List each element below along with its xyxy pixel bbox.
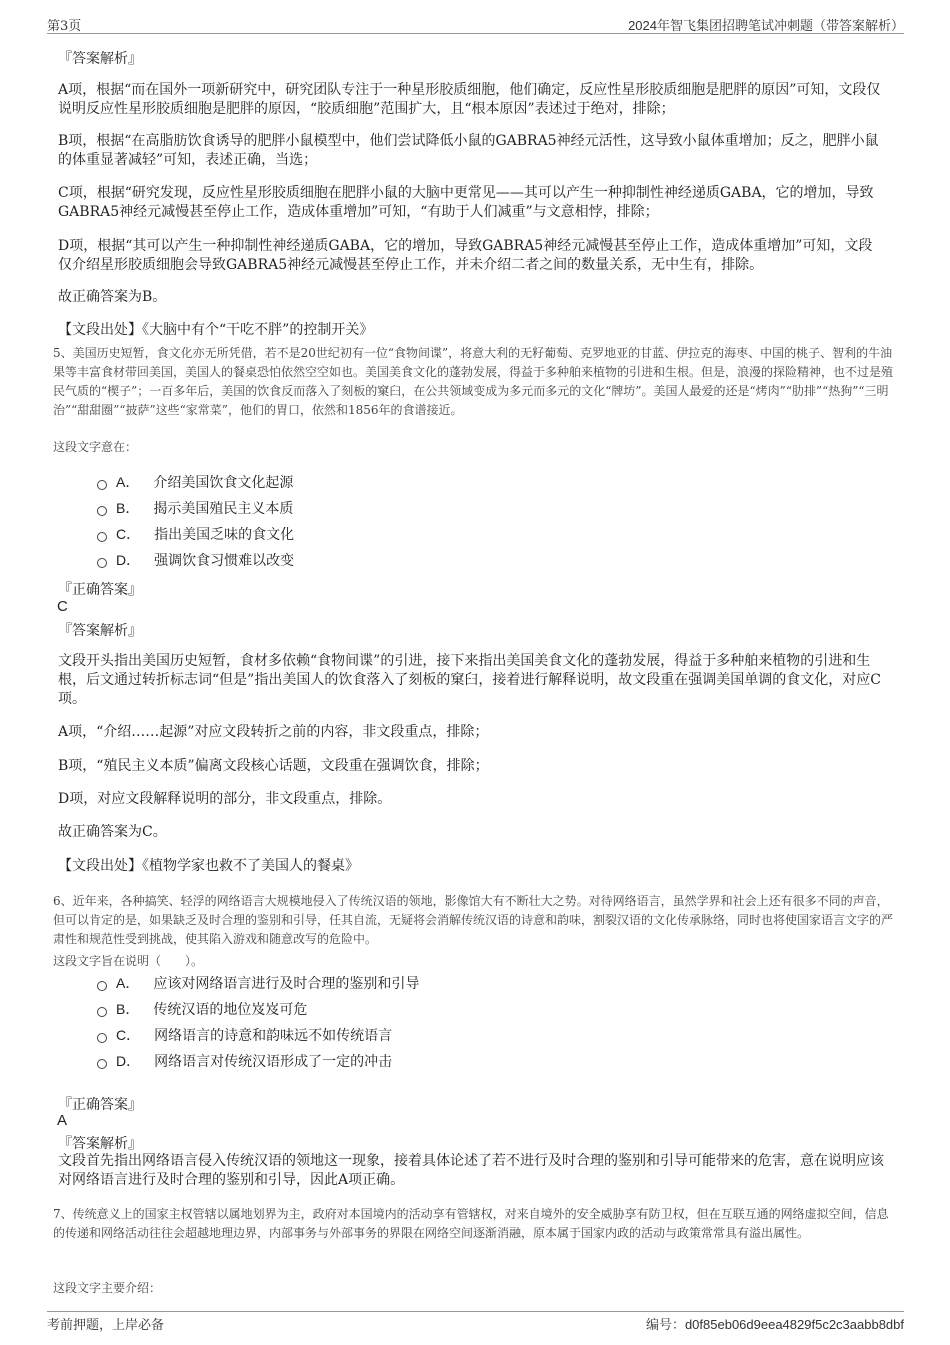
q6-option-d[interactable]: D． 网络语言对传统汉语形成了一定的冲击 [97, 1051, 392, 1071]
q7-prompt: 这段文字主要介绍： [53, 1281, 162, 1295]
q4-analysis-a: A项，根据“而在国外一项新研究中，研究团队专注于一种星形胶质细胞，他们确定，反应性星形胶质细胞是肥胖的原因”可知，文段仅说明反应性星形胶质细胞是肥胖的原因，“胶质细胞”范围扩大，且“根本原因”表述过于绝对，排除； [58, 82, 881, 117]
q6-analysis-main: 文段首先指出网络语言侵入传统汉语的领地这一现象，接着具体论述了若不进行及时合理的鉴别和引导可能带来的危害，意在说明应该对网络语言进行及时合理的鉴别和引导，因此A项正确。 [58, 1153, 884, 1188]
radio-icon[interactable] [97, 1059, 107, 1069]
q6-prompt: 这段文字旨在说明（ ）。 [53, 954, 204, 968]
q5-analysis-d: D项，对应文段解释说明的部分，非文段重点，排除。 [58, 791, 392, 807]
q6-answer: A [57, 1112, 68, 1129]
radio-icon[interactable] [97, 558, 107, 568]
q5-analysis-label: 『答案解析』 [58, 623, 142, 639]
footer-slogan: 考前押题，上岸必备 [47, 1318, 165, 1333]
q5-option-d[interactable]: D． 强调饮食习惯难以改变 [97, 550, 294, 570]
q5-stem: 5、美国历史短暂，食文化亦无所凭借，若不是20世纪初有一位“食物间谍”，将意大利的无籽葡萄、克罗地亚的甘蓝、伊拉克的海枣、中国的桃子、智利的牛油果等丰富食材带回美国，美国人的餐桌恐怕依然空空如也。美国美食文化的蓬勃发展，得益于多种舶来植物的引进和生根。但是，浪漫的探险精神，也不过是殖民气质的“楔子”；一百多年后，美国的饮食反而落入了刻板的窠臼，在公共领域变成为多元而多元的文化“牌坊”。美国人最爱的还是“烤肉”“肋排”“热狗”“三明治”“甜甜圈”“披萨”这些“家常菜”，他们的胃口，依然和1856年的食谱接近。 [53, 346, 894, 417]
q6-option-b[interactable]: B． 传统汉语的地位岌岌可危 [97, 999, 307, 1019]
document-code-label: 编号： [645, 1318, 685, 1333]
q5-answer: C [57, 598, 68, 615]
radio-icon[interactable] [97, 532, 107, 542]
q6-stem: 6、近年来，各种搞笑、轻浮的网络语言大规模地侵入了传统汉语的领地，影像馆大有不断壮大之势。对待网络语言，虽然学界和社会上还有很多不同的声音，但可以肯定的是，如果缺乏及时合理的鉴别和引导，任其自流，无疑将会消解传统汉语的诗意和韵味，割裂汉语的文化传承脉络，同时也将使国家语言文字的严肃性和规范性受到挑战，使其陷入游戏和随意改写的危险中。 [53, 894, 894, 946]
q5-option-c[interactable]: C． 指出美国乏味的食文化 [97, 524, 294, 544]
q4-analysis-label: 『答案解析』 [58, 51, 142, 67]
q5-option-b[interactable]: B． 揭示美国殖民主义本质 [97, 498, 293, 518]
q6-answer-label: 『正确答案』 [58, 1097, 142, 1113]
q4-analysis-c: C项，根据“研究发现，反应性星形胶质细胞在肥胖小鼠的大脑中更常见——其可以产生一种抑制性神经递质GABA，它的增加，导致GABRA5神经元减慢甚至停止工作，造成体重增加”可知，“有助于人们减重”与文意相悖，排除； [58, 185, 874, 220]
header-divider [47, 33, 904, 34]
q4-analysis-b: B项，根据“在高脂肪饮食诱导的肥胖小鼠模型中，他们尝试降低小鼠的GABRA5神经元活性，这导致小鼠体重增加；反之，肥胖小鼠的体重显著减轻”可知，表述正确，当选； [58, 133, 879, 168]
q6-option-a[interactable]: A． 应该对网络语言进行及时合理的鉴别和引导 [97, 973, 419, 993]
document-code [646, 1314, 904, 1333]
radio-icon[interactable] [97, 1033, 107, 1043]
q4-conclusion: 故正确答案为B。 [58, 289, 167, 305]
q5-analysis-a: A项，“介绍……起源”对应文段转折之前的内容，非文段重点，排除； [58, 724, 489, 740]
q5-answer-label: 『正确答案』 [58, 582, 142, 598]
q7-stem: 7、传统意义上的国家主权管辖以属地划界为主，政府对本国境内的活动享有管辖权，对来自境外的安全威胁享有防卫权，但在互联互通的网络虚拟空间，信息的传递和网络活动往往会超越地理边界，内部事务与外部事务的界限在网络空间逐渐消融，原本属于国家内政的活动与政策常常具有溢出属性。 [53, 1207, 889, 1240]
radio-icon[interactable] [97, 480, 107, 490]
page-number: 第3页 [47, 19, 82, 34]
q4-source: 【文段出处】《大脑中有个“干吃不胖”的控制开关》 [58, 322, 374, 338]
radio-icon[interactable] [97, 981, 107, 991]
q5-option-a[interactable]: A． 介绍美国饮食文化起源 [97, 472, 293, 492]
q5-analysis-main: 文段开头指出美国历史短暂，食材多依赖“食物间谍”的引进，接下来指出美国美食文化的蓬勃发展，得益于多种舶来植物的引进和生根，后文通过转折标志词“但是”指出美国人的饮食落入了刻板的窠臼，接着进行解释说明，故文段重在强调美国单调的食文化，对应C项。 [58, 653, 882, 707]
q5-analysis-b: B项，“殖民主义本质”偏离文段核心话题，文段重在强调饮食，排除； [58, 758, 489, 774]
q6-analysis-label: 『答案解析』 [58, 1136, 142, 1152]
q5-prompt: 这段文字意在： [53, 440, 138, 454]
radio-icon[interactable] [97, 506, 107, 516]
q4-analysis-d: D项，根据“其可以产生一种抑制性神经递质GABA，它的增加，导致GABRA5神经元减慢甚至停止工作，造成体重增加”可知，文段仅介绍星形胶质细胞会导致GABRA5神经元减慢甚至停止工作，并未介绍二者之间的数量关系，无中生有，排除。 [58, 238, 873, 273]
q5-conclusion: 故正确答案为C。 [58, 824, 167, 840]
footer-divider [47, 1311, 904, 1312]
q5-source: 【文段出处】《植物学家也救不了美国人的餐桌》 [58, 858, 359, 874]
radio-icon[interactable] [97, 1007, 107, 1017]
document-code-value: d0f85eb06d9eea4829f5c2c3aabb8dbf [684, 1317, 904, 1332]
q6-option-c[interactable]: C． 网络语言的诗意和韵味远不如传统语言 [97, 1025, 392, 1045]
document-title: 2024年智飞集团招聘笔试冲刺题（带答案解析） [628, 18, 904, 33]
